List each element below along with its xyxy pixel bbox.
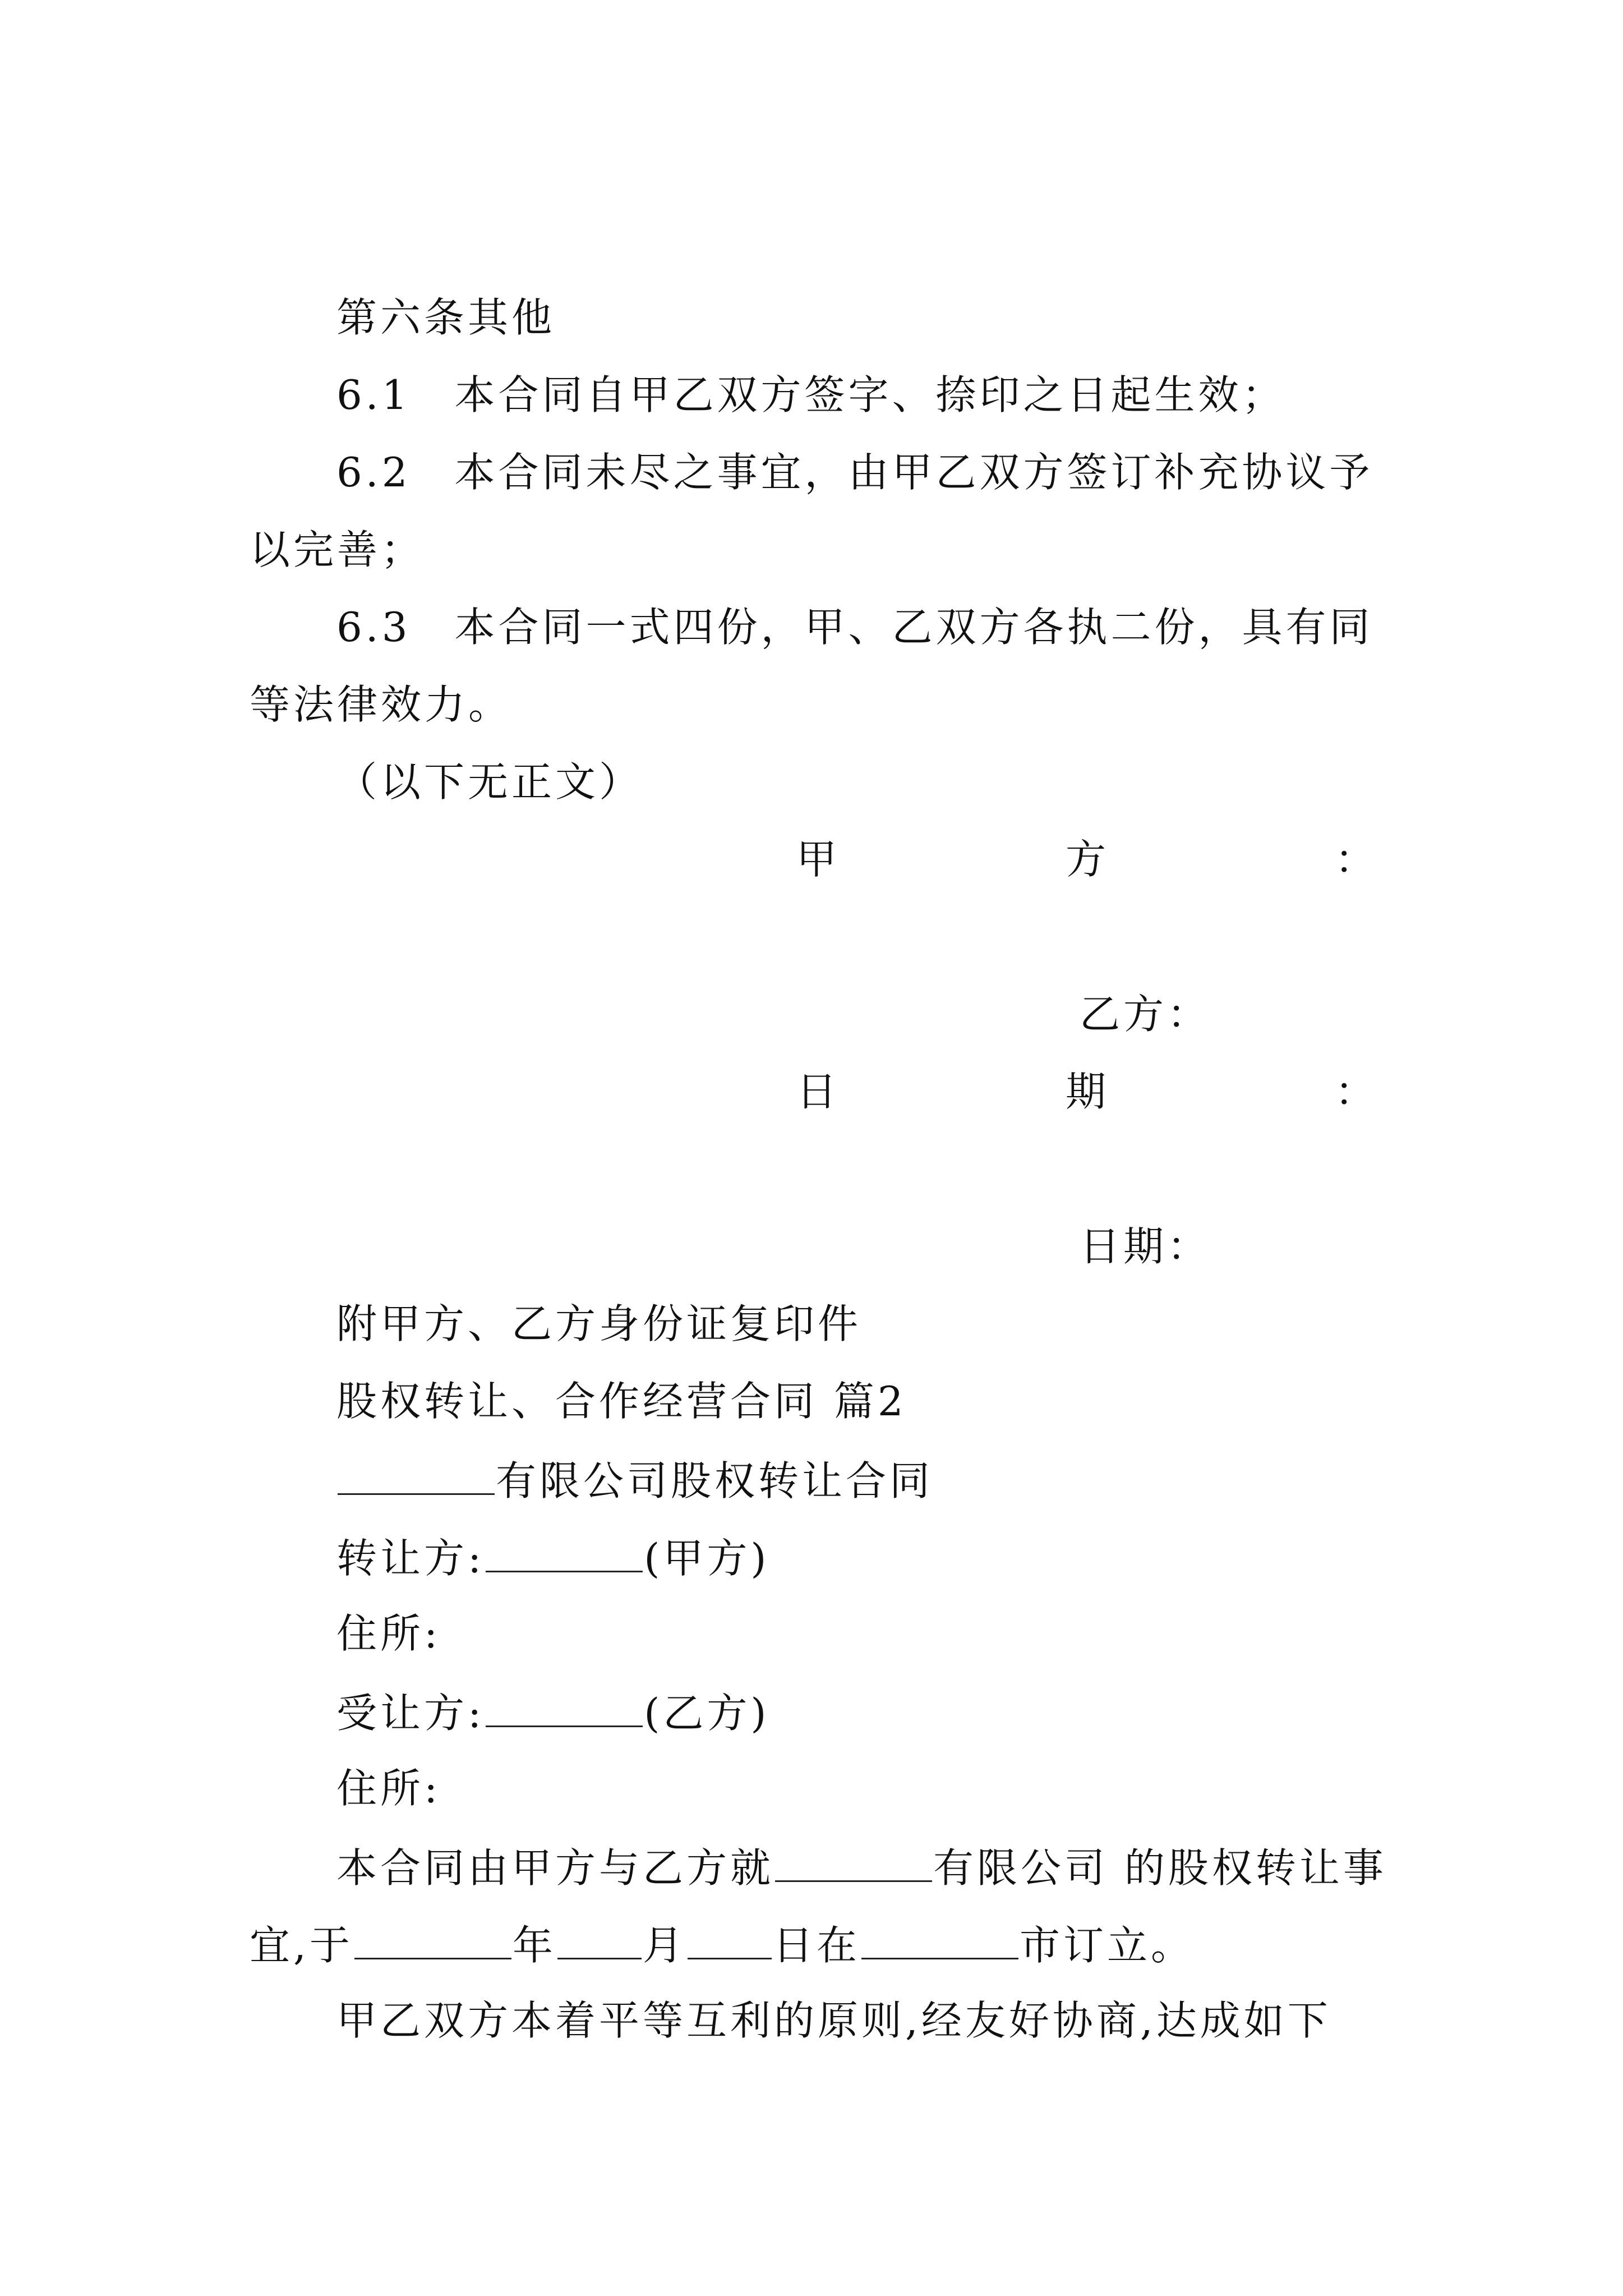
- transferee-suffix: (乙方): [644, 1690, 770, 1737]
- party-a-colon: ：: [1335, 836, 1376, 883]
- transferor-line: [336, 1535, 770, 1582]
- city-blank[interactable]: [861, 1923, 1018, 1959]
- date-b-signature: 日期：: [1080, 1223, 1211, 1270]
- date-colon: ：: [1335, 1068, 1376, 1115]
- date-char1: 日: [796, 1068, 837, 1115]
- transferor-suffix: (甲方): [644, 1535, 770, 1582]
- transferee-address: 住所:: [336, 1765, 441, 1812]
- city-label: 市订立。: [1019, 1922, 1195, 1969]
- paragraph1-line1: [336, 1844, 1387, 1892]
- day-blank[interactable]: [688, 1923, 772, 1959]
- date-char2: 期: [1066, 1068, 1106, 1115]
- paragraph1-text-c: 宜,于: [250, 1922, 353, 1969]
- clause-6-2-line1: 6.2 本合同未尽之事宜，由甲乙双方签订补充协议予: [336, 449, 1373, 496]
- party-a-char1: 甲: [796, 836, 837, 883]
- attachment-note: 附甲方、乙方身份证复印件: [336, 1300, 862, 1347]
- transferor-address: 住所:: [336, 1610, 441, 1657]
- clause-6-2-line2: 以完善；: [250, 526, 425, 573]
- party-b-signature: 乙方：: [1080, 991, 1211, 1038]
- paragraph1-line2: [250, 1922, 1195, 1969]
- transferor-label: 转让方:: [336, 1535, 485, 1582]
- paragraph1-text-a: 本合同由甲方与乙方就: [336, 1844, 774, 1892]
- transferee-line: [336, 1690, 770, 1737]
- party-a-signature-row: [796, 836, 1380, 884]
- party-a-char2: 方: [1066, 836, 1106, 883]
- contract-title: [336, 1457, 934, 1504]
- date-signature-row: [796, 1068, 1380, 1116]
- day-label: 日在: [772, 1922, 860, 1969]
- company-blank[interactable]: [775, 1846, 932, 1882]
- article-heading: 第六条其他: [336, 294, 556, 341]
- month-blank[interactable]: [557, 1923, 642, 1959]
- clause-6-1: 6.1 本合同自甲乙双方签字、捺印之日起生效；: [336, 371, 1286, 418]
- transferee-label: 受让方:: [336, 1690, 485, 1737]
- paragraph1-text-b: 有限公司 的股权转让事: [933, 1844, 1387, 1892]
- paragraph2-line1: 甲乙双方本着平等互利的原则,经友好协商,达成如下: [336, 1997, 1331, 2044]
- clause-6-3-line1: 6.3 本合同一式四份，甲、乙双方各执二份，具有同: [336, 604, 1373, 651]
- year-blank[interactable]: [354, 1923, 511, 1959]
- section-title: 股权转让、合作经营合同 篇2: [336, 1378, 907, 1425]
- transferee-blank[interactable]: [486, 1691, 643, 1727]
- clause-6-3-line2: 等法律效力。: [250, 681, 513, 728]
- transferor-blank[interactable]: [486, 1536, 643, 1572]
- company-name-blank[interactable]: [338, 1458, 495, 1495]
- year-label: 年: [512, 1922, 556, 1969]
- contract-title-text: 有限公司股权转让合同: [496, 1457, 934, 1504]
- no-further-text: （以下无正文）: [336, 758, 643, 806]
- month-label: 月: [642, 1922, 686, 1969]
